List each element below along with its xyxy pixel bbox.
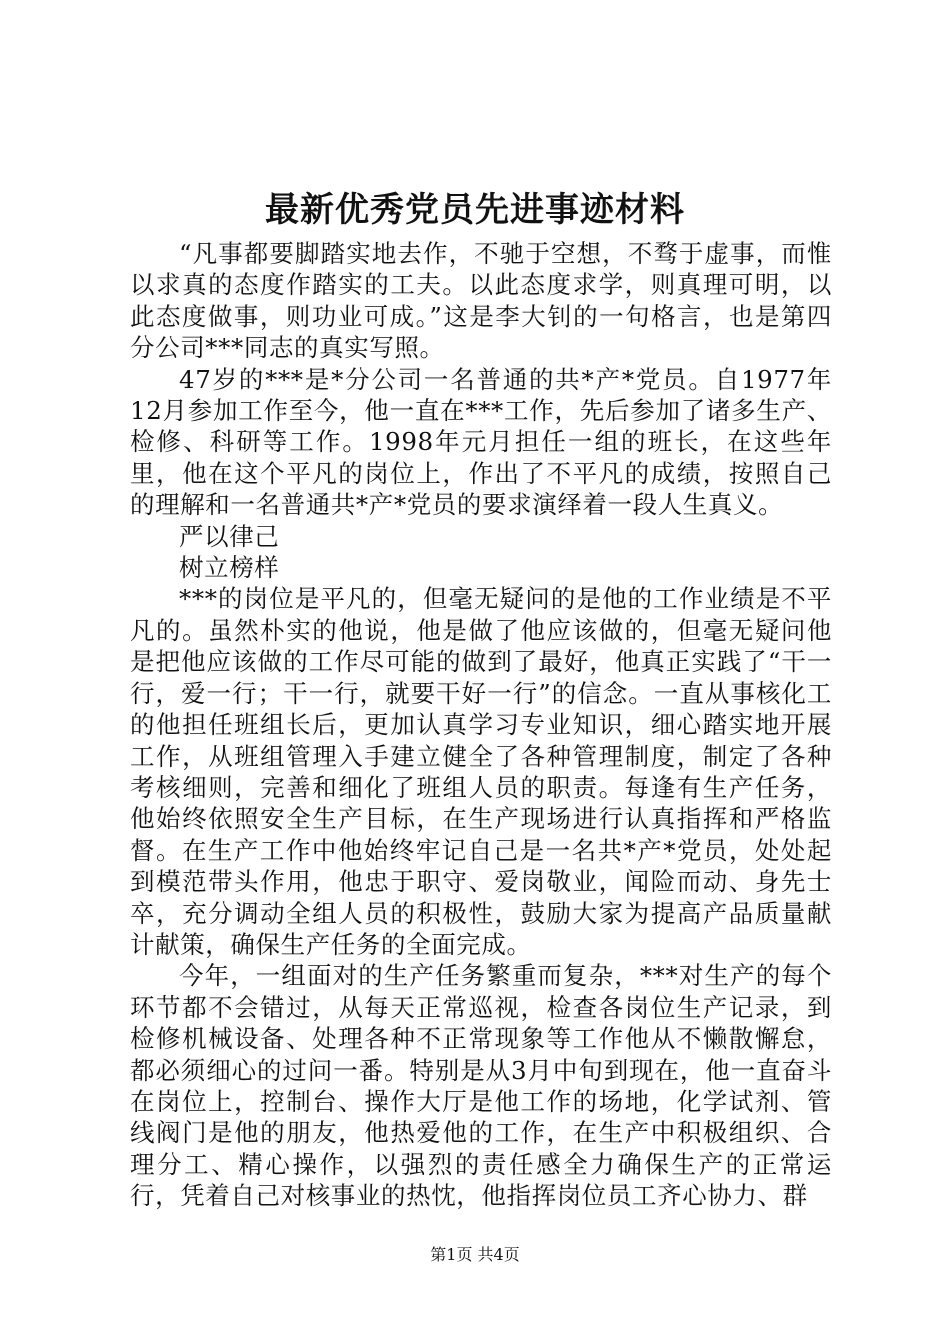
section-heading-line-1: 严以律己 bbox=[179, 521, 280, 551]
paragraph-intro: 47岁的***是*分公司一名普通的共*产*党员。自1977年12月参加工作至今，他一直在***工作，先后参加了诸多生产、检修、科研等工作。1998年元月担任一组的班长，在这些年里，他在这个平凡的岗位上，作出了不平凡的成绩，按照自己的理解和一名普通共*产*党员的要求演绎着一段人生真义。 bbox=[130, 364, 832, 520]
document-title: 最新优秀党员先进事迹材料 bbox=[265, 190, 685, 230]
paragraph-this-year: 今年，一组面对的生产任务繁重而复杂，***对生产的每个环节都不会错过，从每天正常巡视，检查各岗位生产记录，到检修机械设备、处理各种不正常现象等工作他从不懒散懈怠，都必须细心的过问一番。特别是从3月中旬到现在，他一直奋斗在岗位上，控制台、操作大厅是他工作的场地，化学试剂、管线阀门是他的朋友，他热爱他的工作，在生产中积极组织、合理分工、精心操作，以强烈的责任感全力确保生产的正常运行，凭着自己对核事业的热忱，他指挥岗位员工齐心协力、群 bbox=[130, 961, 832, 1211]
document-body bbox=[130, 238, 832, 1212]
page-number-footer: 第1页 共4页 bbox=[430, 1245, 520, 1264]
section-heading-line-2: 树立榜样 bbox=[179, 553, 280, 583]
paragraph-work-record: ***的岗位是平凡的，但毫无疑问的是他的工作业绩是不平凡的。虽然朴实的他说，他是做了他应该做的，但毫无疑问他是把他应该做的工作尽可能的做到了最好，他真正实践了“干一行，爱一行；干一行，就要干好一行”的信念。一直从事核化工的他担任班组长后，更加认真学习专业知识，细心踏实地开展工作，从班组管理入手建立健全了各种管理制度，制定了各种考核细则，完善和细化了班组人员的职责。每逢有生产任务，他始终依照安全生产目标，在生产现场进行认真指挥和严格监督。在生产工作中他始终牢记自己是一名共*产*党员，处处起到模范带头作用，他忠于职守、爱岗敬业，闻险而动、身先士卒，充分调动全组人员的积极性，鼓励大家为提高产品质量献计献策，确保生产任务的全面完成。 bbox=[130, 584, 832, 959]
paragraph-quote: “凡事都要脚踏实地去作，不驰于空想，不骛于虚事，而惟以求真的态度作踏实的工夫。以此态度求学，则真理可明，以此态度做事，则功业可成。”这是李大钊的一句格言，也是第四分公司***同志的真实写照。 bbox=[130, 239, 832, 363]
